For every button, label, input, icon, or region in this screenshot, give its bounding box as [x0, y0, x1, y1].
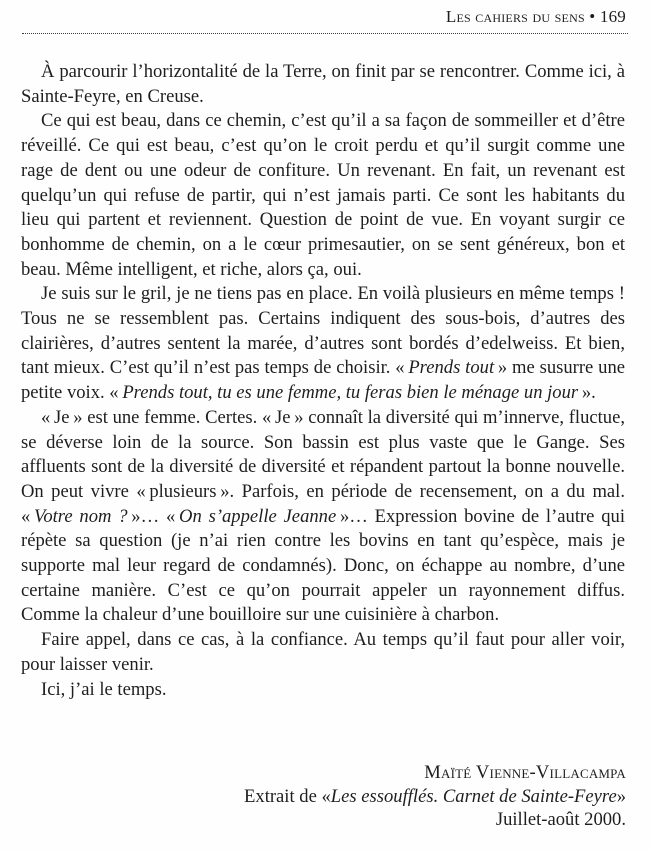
source-line [22, 785, 626, 809]
italic-phrase: Prends tout, tu es une femme, tu feras bien le ménage un jour [122, 382, 579, 404]
text-run: »… « [127, 505, 180, 527]
author-name: Maïté Vienne-Villacampa [424, 762, 626, 783]
text-run: Faire appel, dans ce cas, à la confiance. Au temps qu’il faut pour aller voir, pour laisser venir. [21, 629, 625, 675]
paragraph [21, 628, 625, 677]
paragraph [21, 109, 625, 282]
text-run: Ce qui est beau, dans ce chemin, c’est qu’il a sa façon de sommeiller et d’être réveillé. Ce qui est beau, c’est qu’on le croit perdu et qu’il surgit comme une rage de dent ou une odeur de confiture. Un revenant. En fait, un revenant est quelqu’un qui refuse de partir, qui n’est jamais parti. Ce sont les habitants du lieu qui partent et reviennent. Question de point de vue. En voyant surgir ce bonhomme de chemin, on a le cœur primesautier, on se sent généreux, bon et beau. Même intelligent, et riche, alors ça, oui. [21, 110, 625, 280]
journal-title: Les cahiers du sens [445, 7, 585, 26]
text-run: À parcourir l’horizontalité de la Terre, on finit par se rencontrer. Comme ici, à Sainte-Feyre, en Creuse. [21, 61, 625, 107]
header-dotted-rule [22, 33, 628, 34]
header-separator: • [589, 7, 596, 26]
paragraph [21, 406, 625, 628]
text-run: Ici, j’ai le temps. [41, 678, 167, 700]
source-title: Les essoufflés. Carnet de Sainte-Feyre [330, 785, 617, 807]
attribution-block [22, 761, 626, 832]
page-number: 169 [599, 7, 626, 26]
paragraph [21, 60, 625, 109]
text-run: « Je » est une femme. Certes. « Je » connaît la diversité qui m’innerve, fluctue, se déverse loin de la source. Son bassin est plus vaste que le Gange. Ses affluents sont de la diversité de diversité et répandent partout la bonne nouvelle. On peut vivre « plusieurs ». Parfois, en période de recensement, on a du mal. « [21, 406, 625, 527]
italic-phrase: Votre nom ? [34, 505, 128, 527]
italic-phrase: Prends tout [408, 357, 495, 379]
body-text [21, 60, 625, 702]
text-run: » me susurre une petite voix. « [21, 357, 625, 404]
italic-phrase: On s’appelle Jeanne [179, 505, 337, 527]
text-run: ». [578, 382, 596, 404]
paragraph [21, 282, 625, 406]
text-run: »… Expression bovine de l’autre qui répète sa question (je n’ai rien contre les bovins en tant qu’espèce, mais je supporte mal leur regard de condamnés). Donc, on échappe au nombre, d’une certaine manière. C’est ce qu’on pourrait appeler un rayonnement diffus. Comme la chaleur d’une bouilloire sur une cuisinière à charbon. [21, 505, 626, 626]
date-line: Juillet-août 2000. [495, 809, 626, 830]
text-run: Je suis sur le gril, je ne tiens pas en place. En voilà plusieurs en même temps ! Tous ne se ressemblent pas. Certains indiquent des sous-bois, d’autres des clairières, d’autres sentent la marée, d’autres sont bordés d’edelweiss. Et bien, tant mieux. C’est qu’il n’est pas temps de choisir. « [21, 283, 625, 379]
source-prefix: Extrait de « [244, 785, 331, 807]
running-header [446, 7, 626, 27]
paragraph [21, 678, 625, 703]
source-suffix: » [616, 785, 626, 807]
